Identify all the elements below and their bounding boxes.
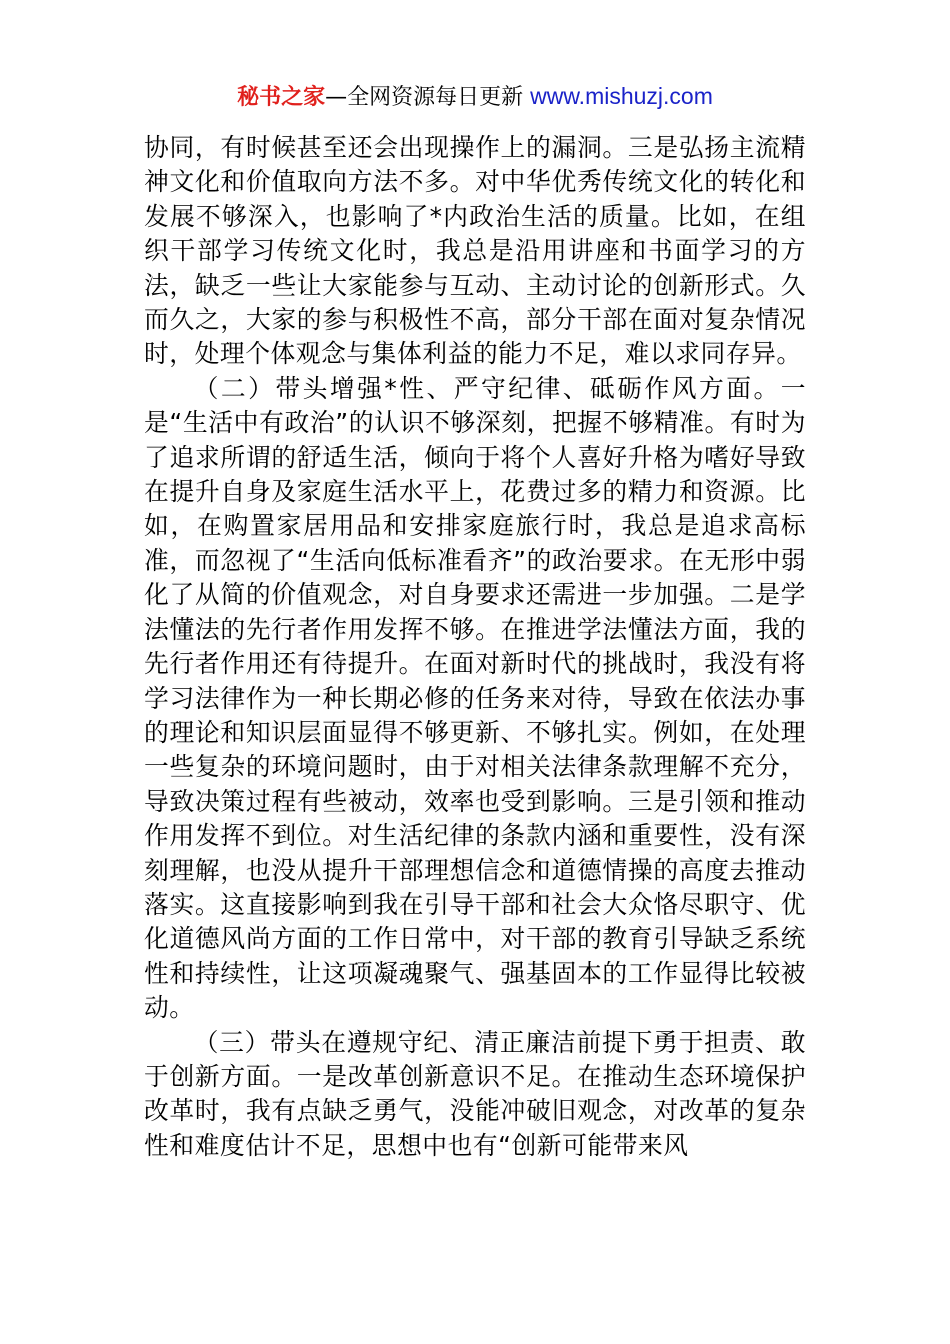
paragraph-continuation: 协同，有时候甚至还会出现操作上的漏洞。三是弘扬主流精神文化和价值取向方法不多。对中华优秀传统文化的转化和发展不够深入，也影响了*内政治生活的质量。比如，在组织干部学习传统文化时，我总是沿用讲座和书面学习的方法，缺乏一些让大家能参与互动、主动讨论的创新形式。久而久之，大家的参与积极性不高，部分干部在面对复杂情况时，处理个体观念与集体利益的能力不足，难以求同存异。: [144, 133, 806, 369]
brand-name: 秘书之家: [237, 85, 326, 110]
paragraph-section-three: （三）带头在遵规守纪、清正廉洁前提下勇于担责、敢于创新方面。一是改革创新意识不足。在推动生态环境保护改革时，我有点缺乏勇气，没能冲破旧观念，对改革的复杂性和难度估计不足，思想中也有“创新可能带来风: [144, 1027, 806, 1160]
page-header: [0, 80, 950, 114]
site-url-link[interactable]: www.mishuzj.com: [530, 83, 713, 109]
paragraph-section-two: （二）带头增强*性、严守纪律、砥砺作风方面。一是“生活中有政治”的认识不够深刻，把握不够精准。有时为了追求所谓的舒适生活，倾向于将个人喜好升格为嗜好导致在提升自身及家庭生活水平上，花费过多的精力和资源。比如，在购置家居用品和安排家庭旅行时，我总是追求高标准，而忽视了“生活向低标准看齐”的政治要求。在无形中弱化了从简的价值观念，对自身要求还需进一步加强。二是学法懂法的先行者作用发挥不够。在推进学法懂法方面，我的先行者作用还有待提升。在面对新时代的挑战时，我没有将学习法律作为一种长期必修的任务来对待，导致在依法办事的理论和知识层面显得不够更新、不够扎实。例如，在处理一些复杂的环境问题时，由于对相关法律条款理解不充分，导致决策过程有些被动，效率也受到影响。三是引领和推动作用发挥不到位。对生活纪律的条款内涵和重要性，没有深刻理解，也没从提升干部理想信念和道德情操的高度去推动落实。这直接影响到我在引导干部和社会大众恪尽职守、优化道德风尚方面的工作日常中，对干部的教育引导缺乏系统性和持续性，让这项凝魂聚气、强基固本的工作显得比较被动。: [144, 373, 806, 1023]
header-tagline: —全网资源每日更新: [325, 85, 531, 110]
document-body: [144, 131, 806, 1163]
